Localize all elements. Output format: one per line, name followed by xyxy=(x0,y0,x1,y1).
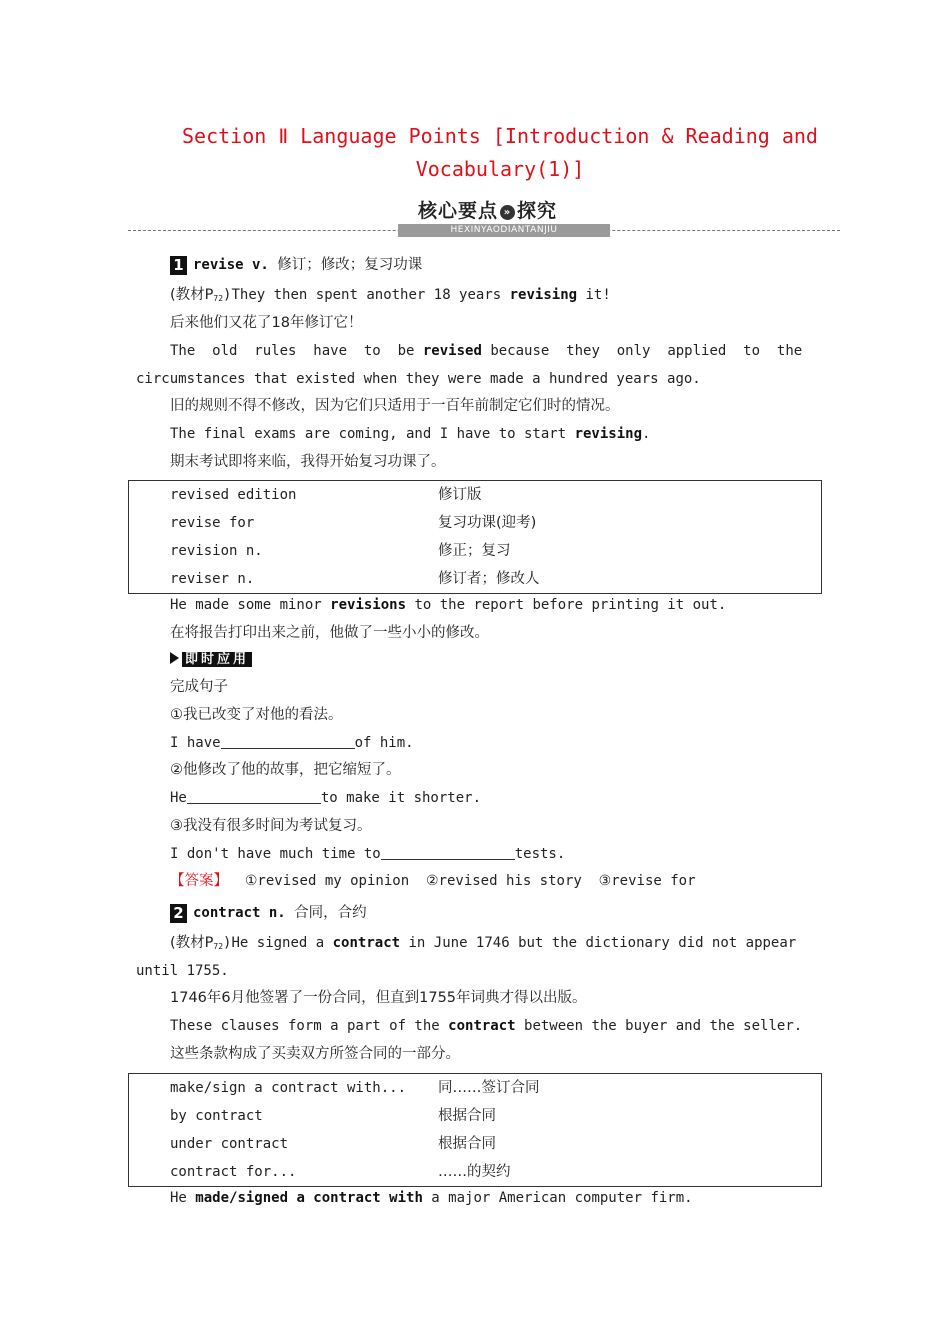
answer-text: ①revised my opinion ②revised his story ③revise for xyxy=(228,873,696,889)
section-title-line1: Section Ⅱ Language Points [Introduction & Reading and xyxy=(182,124,818,148)
chevron-right-icon: » xyxy=(500,205,515,220)
answer-key xyxy=(170,871,696,891)
item1-example2-translation: 期末考试即将来临，我得开始复习功课了。 xyxy=(170,454,446,470)
question-1-sentence: I have of him. xyxy=(170,735,414,751)
banner-title xyxy=(418,196,557,223)
item1-example3-translation: 在将报告打印出来之前，他做了一些小小的修改。 xyxy=(170,625,489,641)
table-row: by contract 根据合同 xyxy=(170,1108,496,1124)
answer-blank[interactable] xyxy=(221,734,355,749)
question-3-prompt: ③我没有很多时间为考试复习。 xyxy=(170,818,372,834)
item1-example1-translation: 旧的规则不得不修改，因为它们只适用于一百年前制定它们时的情况。 xyxy=(170,398,620,414)
headword: contract n. xyxy=(193,905,286,921)
apply-task: 完成句子 xyxy=(170,679,228,695)
item2-example2: He made/signed a contract with a major American computer firm. xyxy=(170,1190,693,1206)
vocab-table-contract xyxy=(128,1073,822,1187)
item-number-badge: 1 xyxy=(170,256,187,275)
headword-meaning: 合同，合约 xyxy=(294,905,367,921)
table-row: revision n. 修正；复习 xyxy=(170,543,511,559)
headword: revise v. xyxy=(193,257,269,273)
table-row: reviser n. 修订者；修改人 xyxy=(170,571,540,587)
item2-example1: These clauses form a part of the contract between the buyer and the seller. xyxy=(170,1018,803,1034)
item2-source-cont: until 1755. xyxy=(136,963,229,979)
banner-title-right: 探究 xyxy=(517,200,558,222)
item1-example1-cont: circumstances that existed when they were made a hundred years ago. xyxy=(136,371,701,387)
vocab-table-revise xyxy=(128,480,822,594)
section-title-line2: Vocabulary(1)] xyxy=(415,157,585,181)
answer-label: 【答案】 xyxy=(170,873,228,889)
item2-example1-translation: 这些条款构成了买卖双方所签合同的一部分。 xyxy=(170,1046,460,1062)
question-3-sentence: I don't have much time to tests. xyxy=(170,846,566,862)
item2-source-sentence: (教材$P_{72})He$ signed a contract in June 1746 but the dictionary did not appear xyxy=(170,935,797,951)
answer-blank[interactable] xyxy=(381,845,515,860)
table-row: revise for 复习功课(迎考) xyxy=(170,515,537,531)
item1-example2: The final exams are coming, and I have to start revising. xyxy=(170,426,651,442)
item1-source-sentence: (教材$P_{72})They$ then spent another 18 years revising it! xyxy=(170,287,611,303)
question-1-prompt: ①我已改变了对他的看法。 xyxy=(170,707,343,723)
item1-heading xyxy=(170,255,422,275)
banner-title-left: 核心要点 xyxy=(418,200,499,222)
item1-example3: He made some minor revisions to the report before printing it out. xyxy=(170,597,727,613)
table-row: revised edition 修订版 xyxy=(170,487,482,503)
item1-example1: The old rules have to be revised because they only applied to the xyxy=(170,343,803,359)
table-row: contract for... ……的契约 xyxy=(170,1164,511,1180)
item2-source-translation: 1746年6月他签署了一份合同，但直到1755年词典才得以出版。 xyxy=(170,990,587,1006)
question-2-prompt: ②他修改了他的故事，把它缩短了。 xyxy=(170,762,401,778)
play-triangle-icon xyxy=(170,652,179,664)
section-banner xyxy=(128,196,840,240)
headword-meaning: 修订；修改；复习功课 xyxy=(277,257,423,273)
table-row: make/sign a contract with... 同……签订合同 xyxy=(170,1080,540,1096)
question-2-sentence: He to make it shorter. xyxy=(170,790,482,806)
item1-source-translation: 后来他们又花了18年修订它！ xyxy=(170,315,363,331)
item-number-badge: 2 xyxy=(170,904,187,923)
item2-heading xyxy=(170,903,367,923)
apply-label: 即时应用 xyxy=(170,651,252,669)
table-row: under contract 根据合同 xyxy=(170,1136,496,1152)
banner-pinyin: HEXINYAODIANTANJIU xyxy=(398,224,610,237)
answer-blank[interactable] xyxy=(187,789,321,804)
